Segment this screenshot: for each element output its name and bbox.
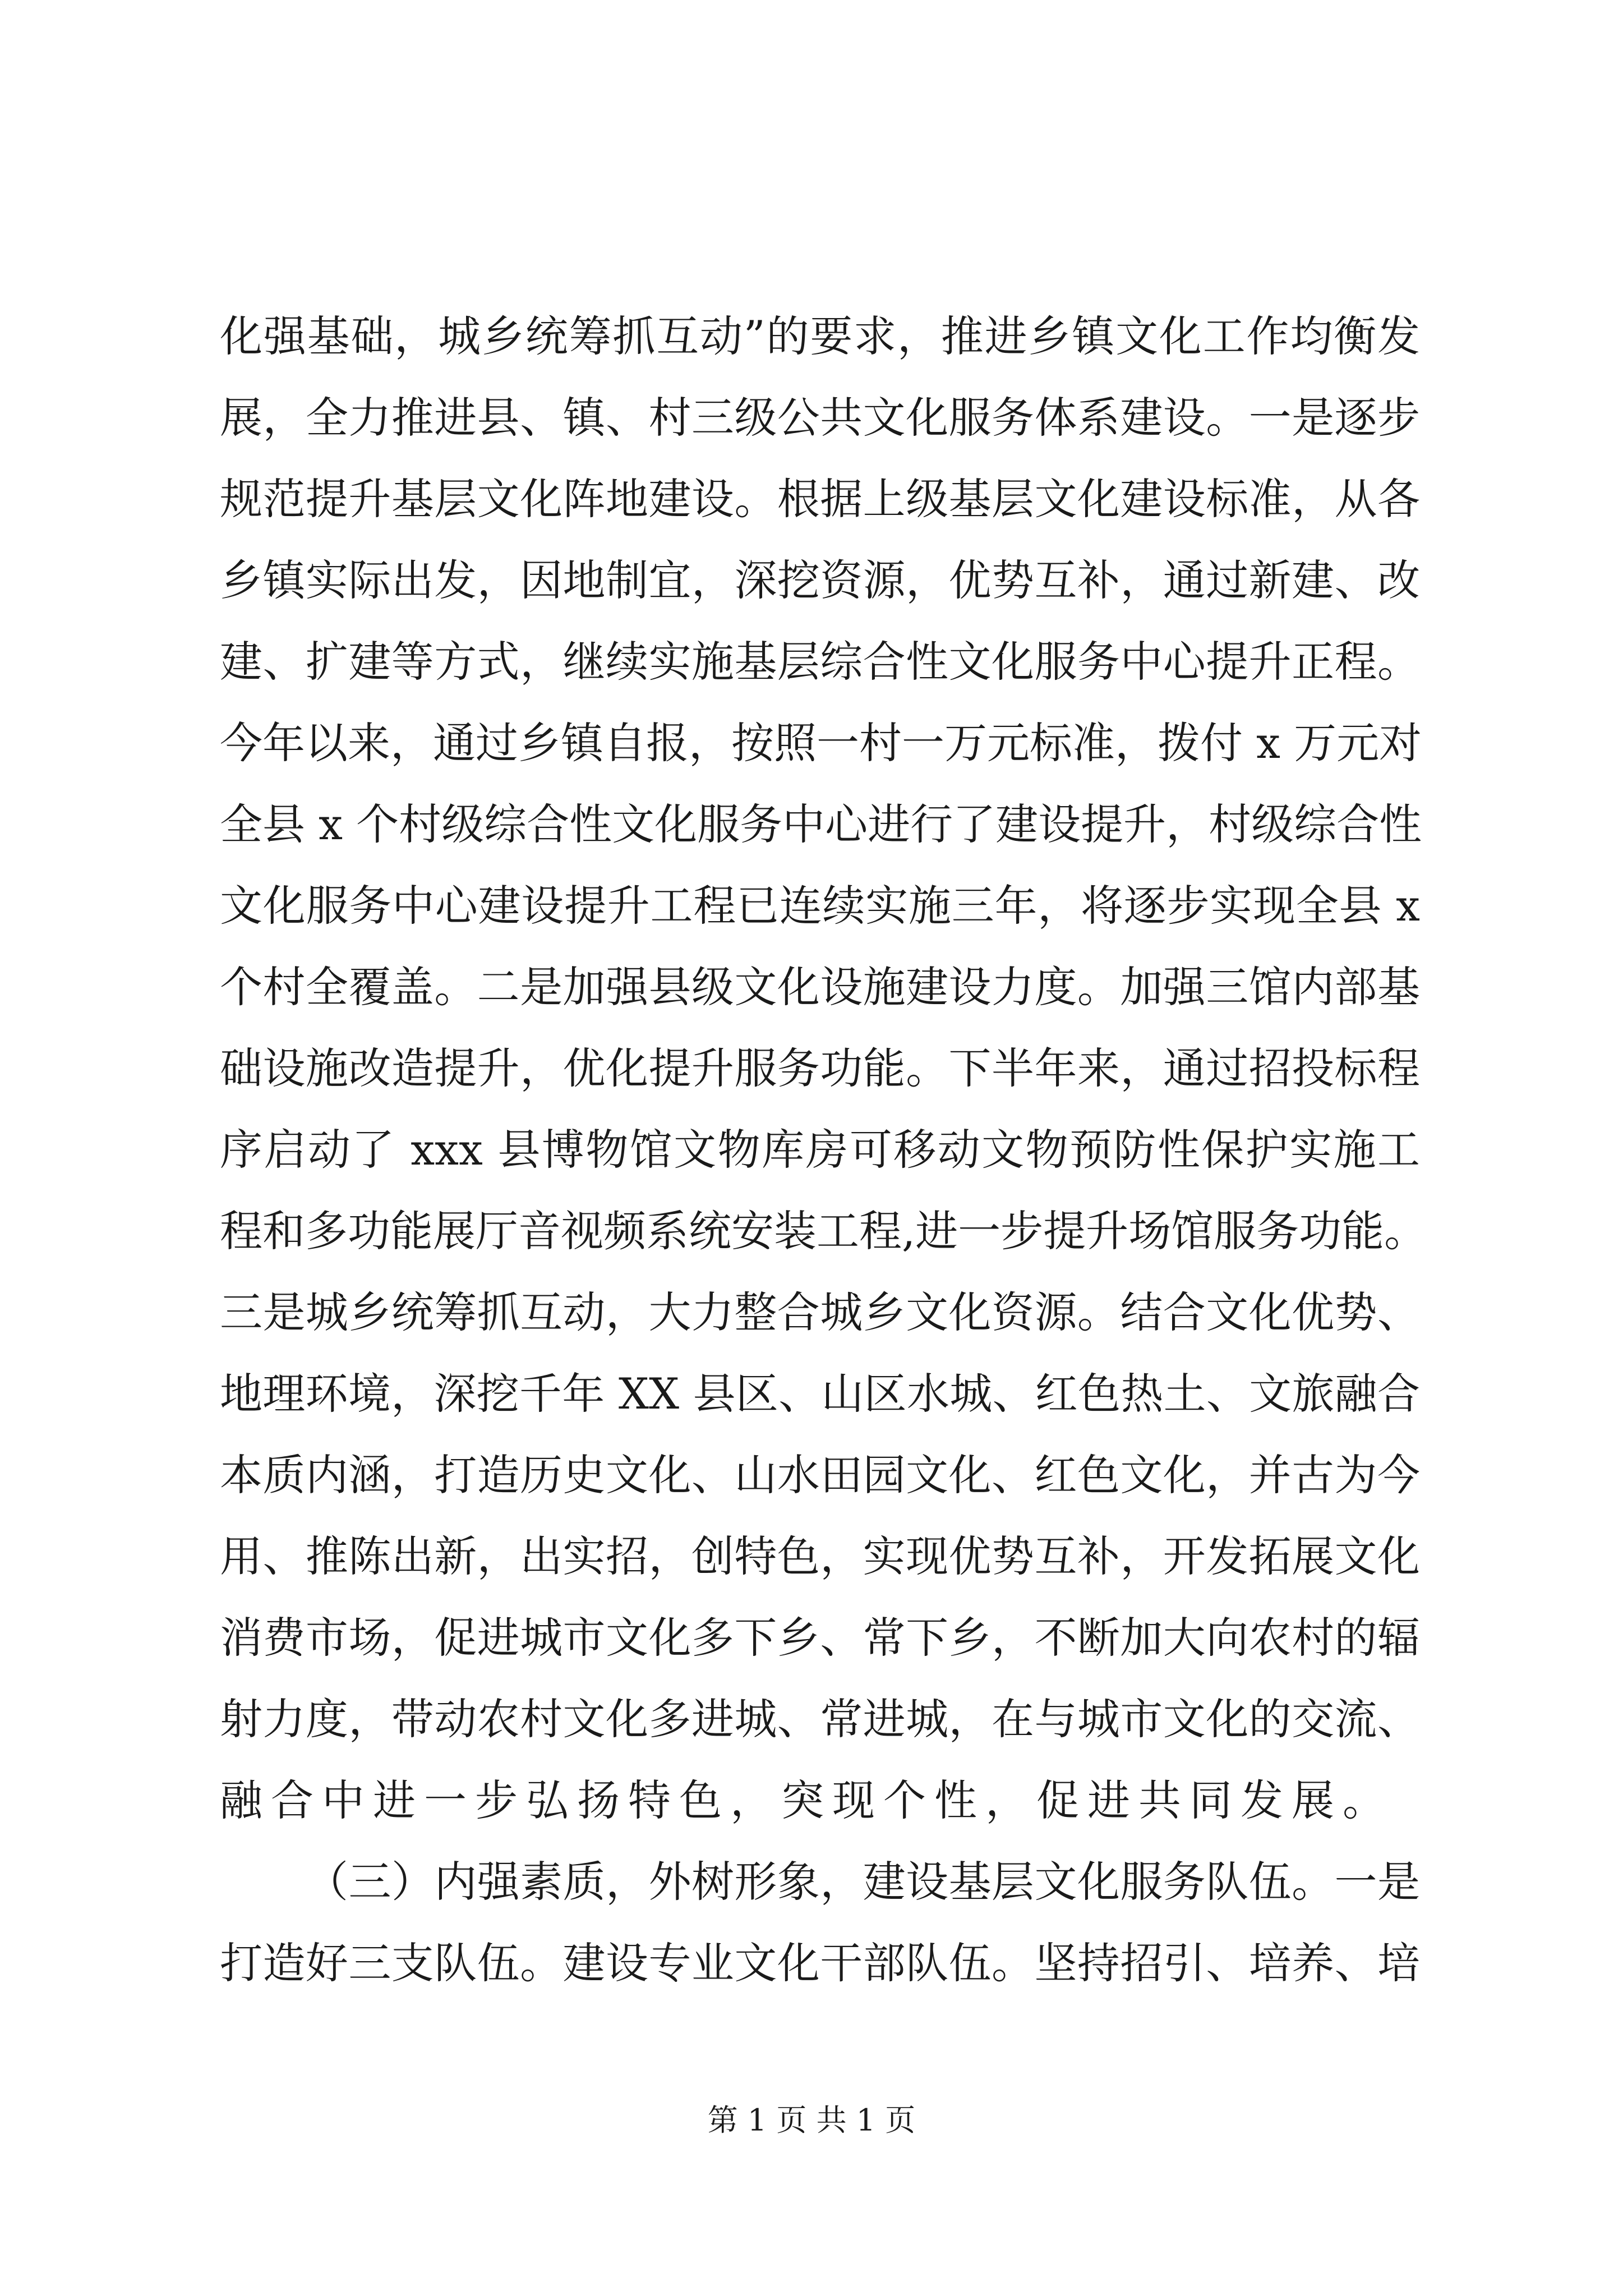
text-line: 消费市场，促进城市文化多下乡、常下乡，不断加大向农村的辐 (220, 1613, 1420, 1663)
text-line: 全县 x 个村级综合性文化服务中心进行了建设提升，村级综合性 (220, 799, 1422, 849)
text-line: 础设施改造提升，优化提升服务功能。下半年来，通过招投标程 (220, 1043, 1420, 1093)
section-heading-line: （三）内强素质，外树形象，建设基层文化服务队伍。一是 (306, 1857, 1420, 1907)
text-line: 个村全覆盖。二是加强县级文化设施建设力度。加强三馆内部基 (220, 962, 1420, 1012)
text-line: 今年以来，通过乡镇自报，按照一村一万元标准，拨付 x 万元对 (220, 718, 1422, 768)
text-line: 文化服务中心建设提升工程已连续实施三年，将逐步实现全县 x (220, 881, 1420, 931)
text-line: 化强基础，城乡统筹抓互动”的要求，推进乡镇文化工作均衡发 (220, 311, 1420, 361)
text-line: 打造好三支队伍。建设专业文化干部队伍。坚持招引、培养、培 (220, 1938, 1420, 1988)
text-line: 展，全力推进县、镇、村三级公共文化服务体系建设。一是逐步 (220, 393, 1420, 443)
text-line: 三是城乡统筹抓互动，大力整合城乡文化资源。结合文化优势、 (220, 1287, 1420, 1337)
text-line: 程和多功能展厅音视频系统安装工程,进一步提升场馆服务功能。 (220, 1206, 1427, 1256)
text-line: 乡镇实际出发，因地制宜，深挖资源，优势互补，通过新建、改 (220, 555, 1420, 605)
text-line: 用、推陈出新，出实招，创特色，实现优势互补，开发拓展文化 (220, 1531, 1420, 1581)
text-line: 本质内涵，打造历史文化、山水田园文化、红色文化，并古为今 (220, 1450, 1420, 1500)
text-line: 建、扩建等方式，继续实施基层综合性文化服务中心提升正程。 (220, 637, 1420, 687)
text-line: 序启动了 xxx 县博物馆文物库房可移动文物预防性保护实施工 (220, 1125, 1420, 1175)
body-text (220, 296, 1427, 2004)
paragraph-end-line: 融合中进一步弘扬特色，突现个性，促进共同发展。 (220, 1775, 1394, 1825)
page-number-footer: 第 1 页 共 1 页 (707, 2102, 916, 2138)
text-line: 规范提升基层文化阵地建设。根据上级基层文化建设标准，从各 (220, 474, 1420, 524)
text-line: 地理环境，深挖千年 XX 县区、山区水城、红色热土、文旅融合 (220, 1369, 1420, 1419)
text-line: 射力度，带动农村文化多进城、常进城，在与城市文化的交流、 (220, 1694, 1420, 1744)
